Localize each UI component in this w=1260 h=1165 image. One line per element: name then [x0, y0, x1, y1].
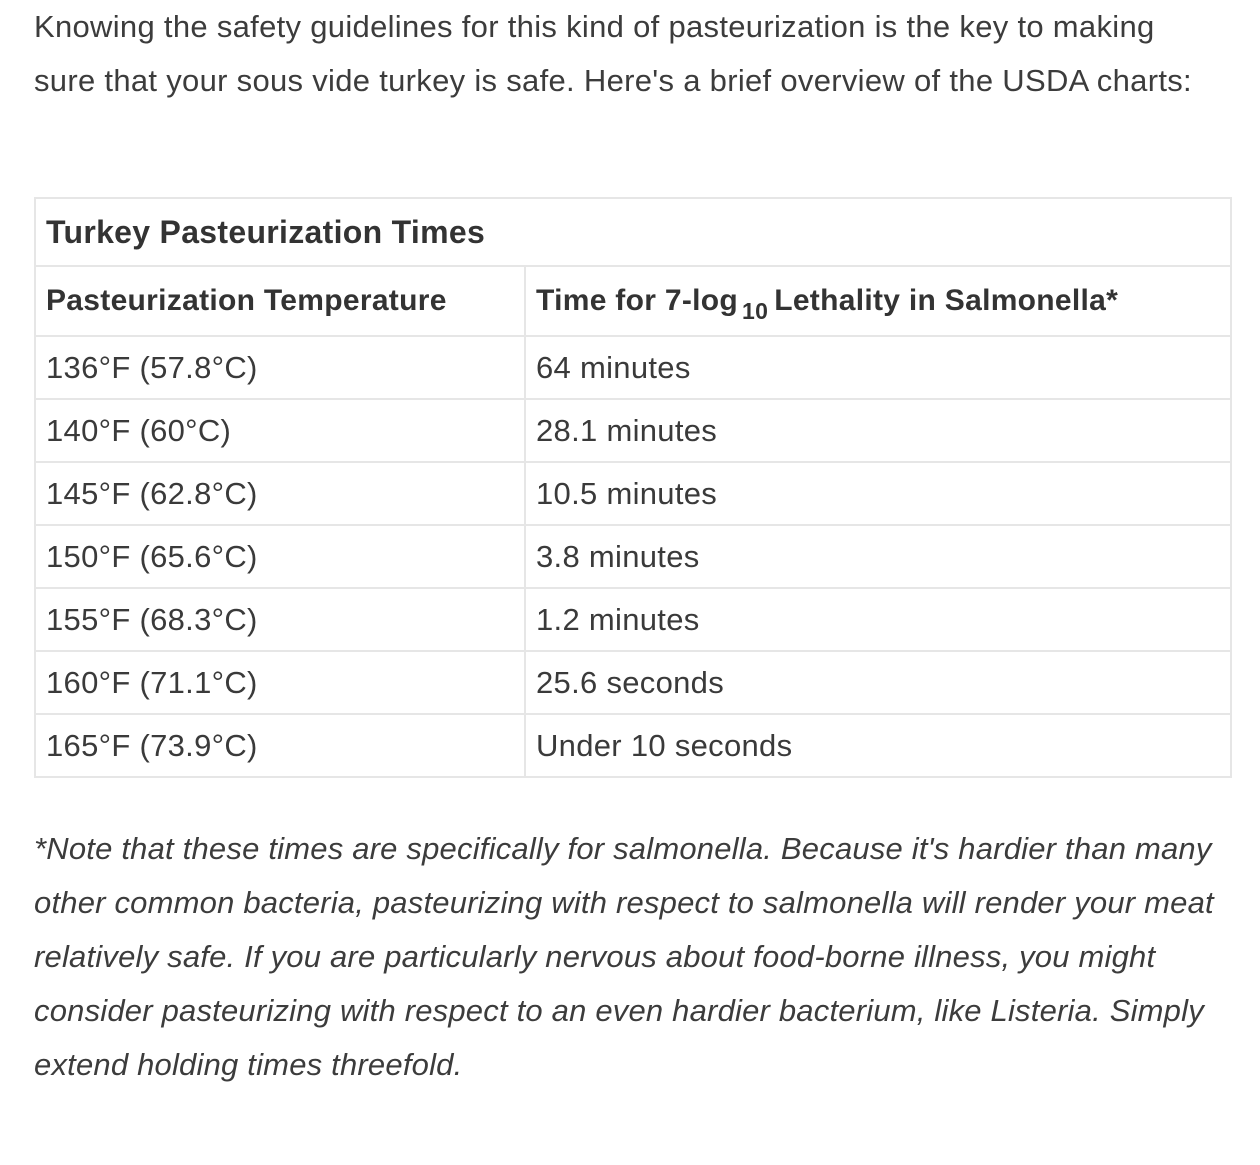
table-title: Turkey Pasteurization Times	[35, 198, 1231, 266]
header-time-suffix: Lethality in Salmonella*	[774, 284, 1119, 317]
time-cell: Under 10 seconds	[525, 714, 1231, 777]
temperature-cell: 136°F (57.8°C)	[35, 336, 525, 399]
footnote-paragraph: *Note that these times are specifically for salmonella. Because it's hardier than many other common bacteria, pasteurizing with respect to salmonella will render your meat relatively safe. If you are particularly nervous about food-borne illness, you might consider pasteurizing with respect to an even hardier bacterium, like Listeria. Simply extend holding times threefold.	[34, 831, 1214, 1082]
time-cell: 25.6 seconds	[525, 651, 1231, 714]
time-cell: 10.5 minutes	[525, 462, 1231, 525]
temperature-cell: 155°F (68.3°C)	[35, 588, 525, 651]
table-row	[35, 651, 1231, 714]
pasteurization-table	[34, 197, 1232, 778]
table-row	[35, 399, 1231, 462]
table-row	[35, 588, 1231, 651]
temperature-cell: 150°F (65.6°C)	[35, 525, 525, 588]
time-cell: 64 minutes	[525, 336, 1231, 399]
temperature-cell: 140°F (60°C)	[35, 399, 525, 462]
header-time-subscript: 10	[742, 298, 769, 324]
time-cell: 3.8 minutes	[525, 525, 1231, 588]
time-cell: 1.2 minutes	[525, 588, 1231, 651]
header-time	[525, 266, 1231, 336]
temperature-cell: 145°F (62.8°C)	[35, 462, 525, 525]
temperature-cell: 165°F (73.9°C)	[35, 714, 525, 777]
table-row	[35, 462, 1231, 525]
intro-paragraph: Knowing the safety guidelines for this kind of pasteurization is the key to making sure that your sous vide turkey is safe. Here's a brief overview of the USDA charts:	[34, 9, 1192, 98]
temperature-cell: 160°F (71.1°C)	[35, 651, 525, 714]
table-row	[35, 336, 1231, 399]
table-row	[35, 525, 1231, 588]
table-header-row	[35, 266, 1231, 336]
time-cell: 28.1 minutes	[525, 399, 1231, 462]
header-temperature: Pasteurization Temperature	[35, 266, 525, 336]
table-caption-row	[35, 198, 1231, 266]
table-row	[35, 714, 1231, 777]
header-time-prefix: Time for 7-log	[536, 284, 738, 317]
